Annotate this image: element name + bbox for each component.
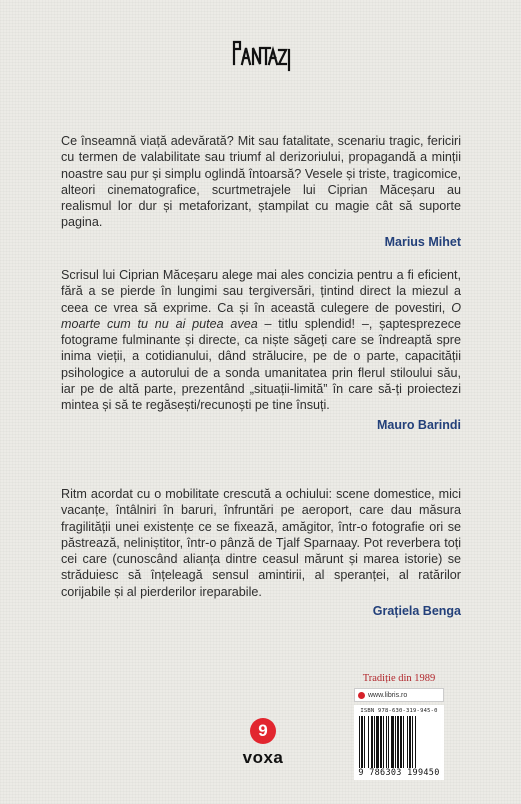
bookstore-url: www.libris.ro [368,691,408,699]
price-sticker [354,672,444,780]
pantazi-logo-mark [229,38,295,74]
barcode-digits: 9 786303 199450 [358,768,440,778]
publisher-name: voxa [242,748,284,767]
barcode [354,705,444,780]
tradition-label: Tradiție din 1989 [362,673,436,684]
review-2 [61,267,461,432]
review-3 [61,486,461,618]
review-author: Marius Mihet [384,234,461,249]
publisher-brand [233,718,293,788]
bookstore-icon [358,692,365,699]
book-title: O moarte cum tu nu ai putea avea [61,300,461,331]
review-text: Ritm acordat cu o mobilitate crescută a ochiului: scene domestice, mici vacanțe, întâlniri în baruri, înfruntări pe aeroport, care dau măsura fragilității unei existențe ce se fixează, amăgitor, într-o fotografie ori se păstrează, neliniștitor, într-o pânză de Tjalf Sparnaay. Pot reverbera toți cei care (cunoscând alianța dintre ceasul mărunt și marea istorie) se străduiesc să înțeleagă sensul amintirii, al speranței, al ratărilor corijabile și al pierderilor ireparabile. [61,487,461,599]
isbn-text: ISBN 978-630-319-945-0 [360,708,438,714]
review-text-part: – titlu splendid! –, șaptesprezece fotograme fulminante și directe, ca niște săgeți care se îndreaptă spre inima vieții, a cotidianului, dând strălucire, pe de o parte, capacității psihologice a autorului de a sonda umanitatea prin flerul stiloului său, iar pe de altă parte, prezentând „situații-limită” în care să-ți proiectezi mintea și să te regăsești/recunoști pe tine însuți. [61,316,461,413]
review-1 [61,133,461,249]
barcode-graphic [358,716,440,768]
publisher-badge: 9 [250,718,276,744]
barcode-bars [358,716,440,768]
review-text: Ce înseamnă viață adevărată? Mit sau fatalitate, scenariu tragic, fericiri cu termen de valabilitate sau triumf al derizoriului, propagandă a minții noastre sau pur și simplu oglindă întoarsă? Vesele și triste, tragicomice, alteori cinematografice, scurtmetrajele lui Ciprian Măceșaru au realismul lor dur și metaforizant, ștampilat cu magie cât să suporte pagina. [61,134,461,230]
review-text [61,267,461,414]
url-strip [354,688,444,702]
publisher-logo [229,38,295,74]
review-author: Mauro Barindi [376,417,461,432]
review-author: Grațiela Benga [372,604,461,619]
review-text-part: Scrisul lui Ciprian Măceșaru alege mai ales concizia pentru a fi eficient, fără a se pierde în lungimi sau tergiversări, țintind direct la miezul a ceea ce vrea să exprime. Ca și în această culegere de povestiri, [61,268,461,315]
